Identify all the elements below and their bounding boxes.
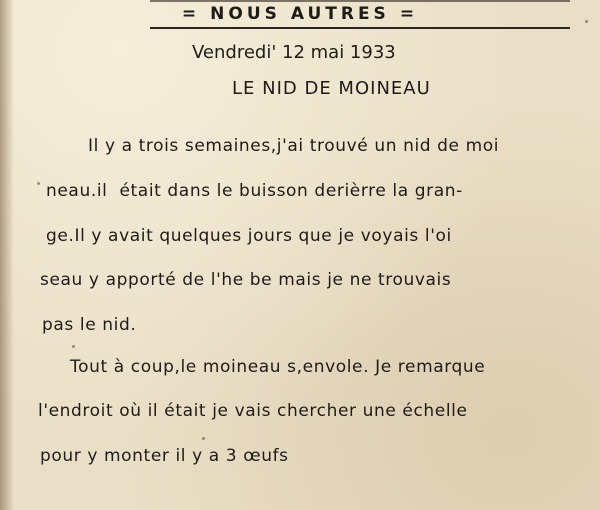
text-line: seau y apporté de l'he be mais je ne trouvais [40, 270, 452, 290]
article-date: Vendredi' 12 mai 1933 [192, 42, 396, 63]
ink-speck [202, 437, 205, 440]
text-line: ge.Il y avait quelques jours que je voyais l'oi [46, 226, 452, 246]
page-edge-shadow [0, 0, 14, 510]
text-line: Tout à coup,le moineau s,envole. Je remarque [70, 357, 486, 377]
masthead-dash-right: = [399, 4, 419, 24]
text-line: l'endroit où il était je vais chercher une échelle [38, 401, 468, 421]
text-line: neau.il était dans le buisson derièrre la gran- [46, 181, 463, 201]
article-title: LE NID DE MOINEAU [232, 78, 431, 99]
ink-speck [37, 182, 40, 185]
masthead-dash-left: = [181, 4, 201, 24]
text-line: pas le nid. [42, 315, 137, 335]
text-line: Il y a trois semaines,j'ai trouvé un nid de moi [88, 136, 500, 156]
ink-speck [585, 20, 588, 23]
ink-speck [72, 345, 75, 348]
text-line: pour y monter il y a 3 œufs [40, 446, 289, 466]
masthead-underline [150, 27, 570, 29]
masthead [150, 2, 450, 26]
masthead-title: NOUS AUTRES [210, 4, 390, 24]
